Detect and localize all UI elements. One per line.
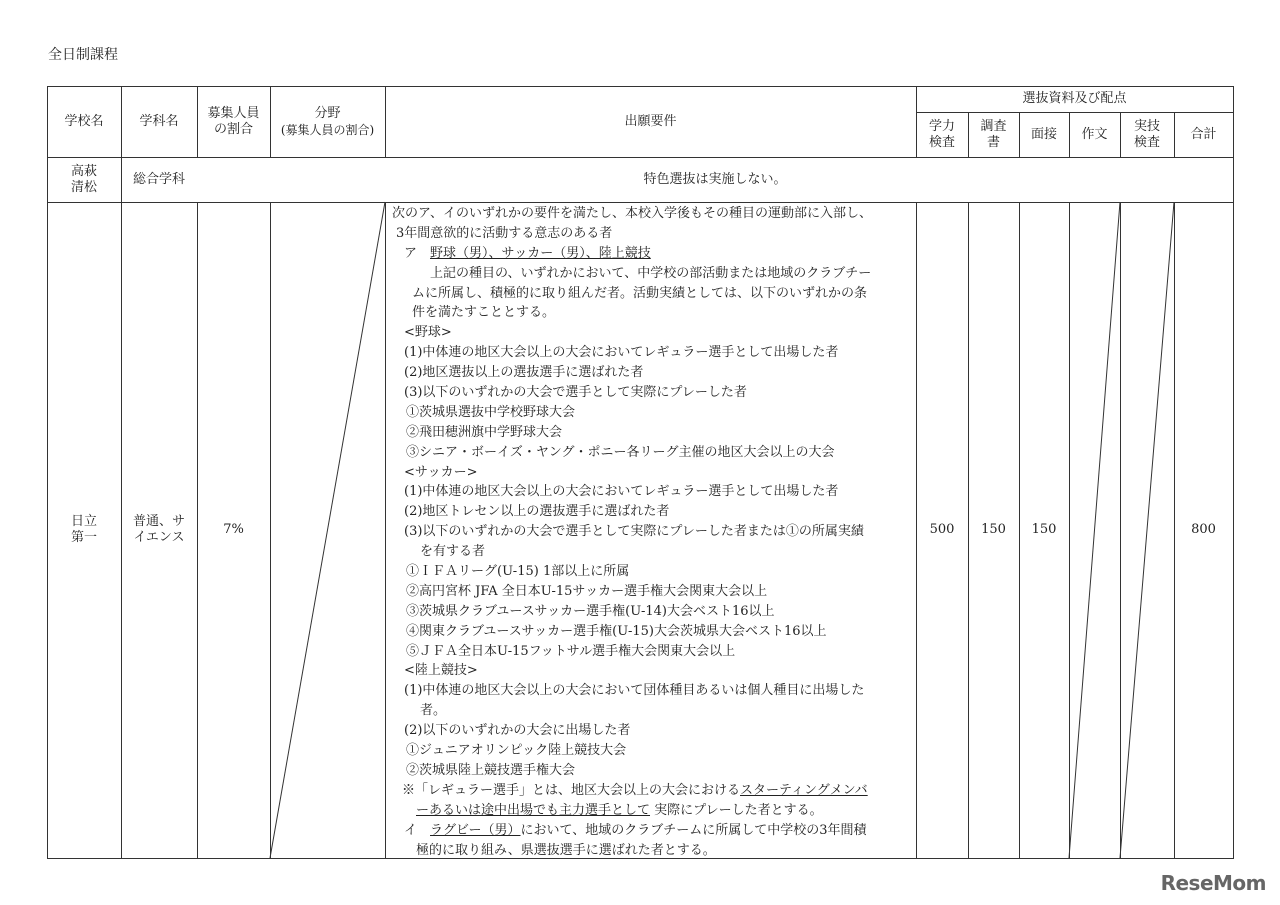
requirement-text: ④関東クラブユースサッカー選手権(U-15)大会茨城県大会ベスト16以上 bbox=[406, 623, 827, 639]
requirement-text: ーあるいは途中出場でも主力選手として bbox=[416, 802, 651, 818]
header-materials: 選抜資料及び配点 bbox=[1022, 91, 1127, 106]
requirement-text: ②茨城県陸上競技選手権大会 bbox=[406, 762, 576, 778]
header-score-col bbox=[1120, 112, 1174, 157]
requirement-line bbox=[392, 781, 912, 801]
score-total: 800 bbox=[1191, 522, 1216, 537]
dept-name-line: 普通、サ bbox=[132, 514, 185, 529]
requirement-text: <陸上競技> bbox=[404, 663, 478, 679]
requirement-text: 野球（男）、サッカー（男）、陸上競技 bbox=[430, 245, 651, 261]
requirement-text: ③茨城県クラブユースサッカー選手権(U-14)大会ベスト16以上 bbox=[406, 603, 775, 619]
school-name-line: 高萩 bbox=[70, 163, 97, 179]
requirement-text: ②高円宮杯 JFA 全日本U-15サッカー選手権大会関東大会以上 bbox=[406, 583, 768, 599]
requirement-text: (1)中体連の地区大会以上の大会において団体種目あるいは個人種目に出場した bbox=[404, 683, 865, 699]
requirements-text bbox=[392, 204, 912, 860]
requirement-line bbox=[392, 801, 912, 821]
requirement-text: (1)中体連の地区大会以上の大会においてレギュラー選手として出場した者 bbox=[404, 484, 839, 500]
requirement-text: (3)以下のいずれかの大会で選手として実際にプレーした者 bbox=[404, 385, 747, 401]
header-score-col-line: 検査 bbox=[1133, 134, 1160, 150]
requirement-text: 次のア、イのいずれかの要件を満たし、本校入学後もその種目の運動部に入部し、 bbox=[392, 206, 872, 221]
header-score-col-line: 実技 bbox=[1133, 118, 1160, 134]
header-score-col-line: 調査 bbox=[980, 118, 1007, 134]
diagonal-essay bbox=[1069, 202, 1120, 858]
requirement-text: ①茨城県選抜中学校野球大会 bbox=[406, 404, 576, 420]
header-score-col-line: 合計 bbox=[1190, 126, 1217, 142]
header-requirement: 出願要件 bbox=[624, 113, 677, 129]
requirement-line bbox=[392, 303, 912, 323]
header-score-col bbox=[916, 112, 968, 157]
requirement-line bbox=[392, 602, 912, 622]
requirement-text: ラグビー（男） bbox=[430, 822, 521, 838]
requirement-text: スターティングメンバ bbox=[740, 782, 868, 798]
requirement-text: (2)以下のいずれかの大会に出場した者 bbox=[404, 723, 631, 739]
requirement-text: 3年間意欲的に活動する意志のある者 bbox=[396, 225, 613, 241]
requirement-line bbox=[392, 224, 912, 244]
requirement-line bbox=[392, 502, 912, 522]
score-report: 150 bbox=[981, 522, 1006, 537]
header-school: 学校名 bbox=[64, 113, 104, 129]
header-score-col-line: 学力 bbox=[928, 118, 955, 134]
requirement-text: ⑤ＪＦＡ全日本U-15フットサル選手権大会関東大会以上 bbox=[406, 643, 736, 659]
resemom-logo: ReseMom bbox=[1160, 871, 1266, 895]
score-interview: 150 bbox=[1031, 522, 1057, 537]
header-score-col-line: 検査 bbox=[928, 134, 955, 150]
row2-dept bbox=[121, 202, 197, 858]
header-score-col-line: 面接 bbox=[1030, 126, 1057, 142]
requirement-text: ※「レギュラー選手」とは、地区大会以上の大会における bbox=[402, 782, 741, 798]
requirement-line bbox=[392, 264, 912, 284]
requirement-text: イ bbox=[404, 822, 431, 838]
requirement-line bbox=[392, 622, 912, 642]
requirement-line bbox=[392, 363, 912, 383]
requirement-line bbox=[392, 841, 912, 861]
row1-dept: 総合学科 bbox=[132, 171, 185, 187]
requirement-text: ①ＩＦＡリーグ(U-15) 1部以上に所属 bbox=[406, 564, 630, 580]
header-score-col bbox=[1069, 112, 1120, 157]
requirement-line bbox=[392, 701, 912, 721]
requirement-text: 者。 bbox=[420, 703, 447, 719]
header-score-col bbox=[1019, 112, 1069, 157]
school-name-line: 日立 bbox=[70, 514, 97, 529]
score-academic: 500 bbox=[929, 522, 955, 537]
school-name-line: 第一 bbox=[70, 530, 97, 545]
header-score-col-line: 作文 bbox=[1081, 126, 1108, 142]
requirement-text: (2)地区選抜以上の選抜選手に選ばれた者 bbox=[404, 365, 644, 381]
requirement-line bbox=[392, 821, 912, 841]
requirement-line bbox=[392, 482, 912, 502]
requirement-line bbox=[392, 582, 912, 602]
requirement-line bbox=[392, 681, 912, 701]
requirement-text: 上記の種目の、いずれかにおいて、中学校の部活動または地域のクラブチー bbox=[430, 265, 872, 281]
requirement-line bbox=[392, 343, 912, 363]
requirement-text: 極的に取り組み、県選抜選手に選ばれた者とする。 bbox=[416, 842, 716, 858]
requirement-line bbox=[392, 741, 912, 761]
dept-name-line: イエンス bbox=[133, 530, 185, 545]
requirement-line bbox=[392, 204, 912, 224]
header-field-line: 分野 bbox=[314, 105, 341, 121]
requirement-text: ②飛田穂洲旗中学野球大会 bbox=[406, 424, 563, 440]
requirement-line bbox=[392, 443, 912, 463]
requirement-line bbox=[392, 244, 912, 264]
diagonal-practical bbox=[1120, 202, 1174, 858]
header-score-col bbox=[1174, 112, 1233, 157]
requirement-line bbox=[392, 661, 912, 681]
row1-school bbox=[47, 157, 121, 202]
requirement-text: ①ジュニアオリンピック陸上競技大会 bbox=[406, 743, 627, 759]
requirement-line bbox=[392, 721, 912, 741]
requirement-line bbox=[392, 562, 912, 582]
header-dept: 学科名 bbox=[139, 113, 179, 129]
row1-note: 特色選抜は実施しない。 bbox=[643, 171, 787, 187]
row2-ratio: 7% bbox=[223, 522, 244, 537]
requirement-line bbox=[392, 383, 912, 403]
requirement-line bbox=[392, 642, 912, 662]
requirement-text: 実際にプレーした者とする。 bbox=[650, 802, 823, 818]
requirement-text: (3)以下のいずれかの大会で選手として実際にプレーした者または①の所属実績 bbox=[404, 524, 864, 540]
requirement-text: (1)中体連の地区大会以上の大会においてレギュラー選手として出場した者 bbox=[404, 345, 839, 361]
header-ratio-line: の割合 bbox=[213, 121, 253, 137]
header-score-col-line: 書 bbox=[986, 134, 1000, 150]
diagonal-field bbox=[270, 202, 385, 858]
requirement-text: ムに所属し、積極的に取り組んだ者。活動実績としては、以下のいずれかの条 bbox=[412, 285, 868, 301]
requirement-line bbox=[392, 542, 912, 562]
requirement-line bbox=[392, 284, 912, 304]
requirement-line bbox=[392, 463, 912, 483]
header-field-sub: (募集人員の割合) bbox=[280, 122, 375, 137]
requirement-text: ③シニア・ボーイズ・ヤング・ポニー各リーグ主催の地区大会以上の大会 bbox=[406, 444, 835, 460]
requirement-line bbox=[392, 761, 912, 781]
requirement-text: において、地域のクラブチームに所属して中学校の3年間積 bbox=[520, 822, 867, 838]
requirement-text: 件を満たすこととする。 bbox=[412, 305, 556, 321]
row2-school bbox=[47, 202, 121, 858]
requirement-text: を有する者 bbox=[420, 544, 486, 560]
requirement-text: <野球> bbox=[404, 325, 452, 341]
header-ratio-line: 募集人員 bbox=[207, 105, 260, 121]
requirement-line bbox=[392, 522, 912, 542]
header-ratio bbox=[197, 86, 270, 157]
page-title: 全日制課程 bbox=[48, 47, 118, 63]
header-field bbox=[270, 86, 385, 157]
header-score-col bbox=[968, 112, 1019, 157]
requirement-line bbox=[392, 423, 912, 443]
requirement-text: ア bbox=[404, 245, 431, 261]
requirement-line bbox=[392, 403, 912, 423]
requirement-text: <サッカー> bbox=[404, 464, 478, 480]
requirement-text: (2)地区トレセン以上の選抜選手に選ばれた者 bbox=[404, 504, 670, 520]
school-name-line: 清松 bbox=[70, 179, 97, 195]
requirement-line bbox=[392, 323, 912, 343]
